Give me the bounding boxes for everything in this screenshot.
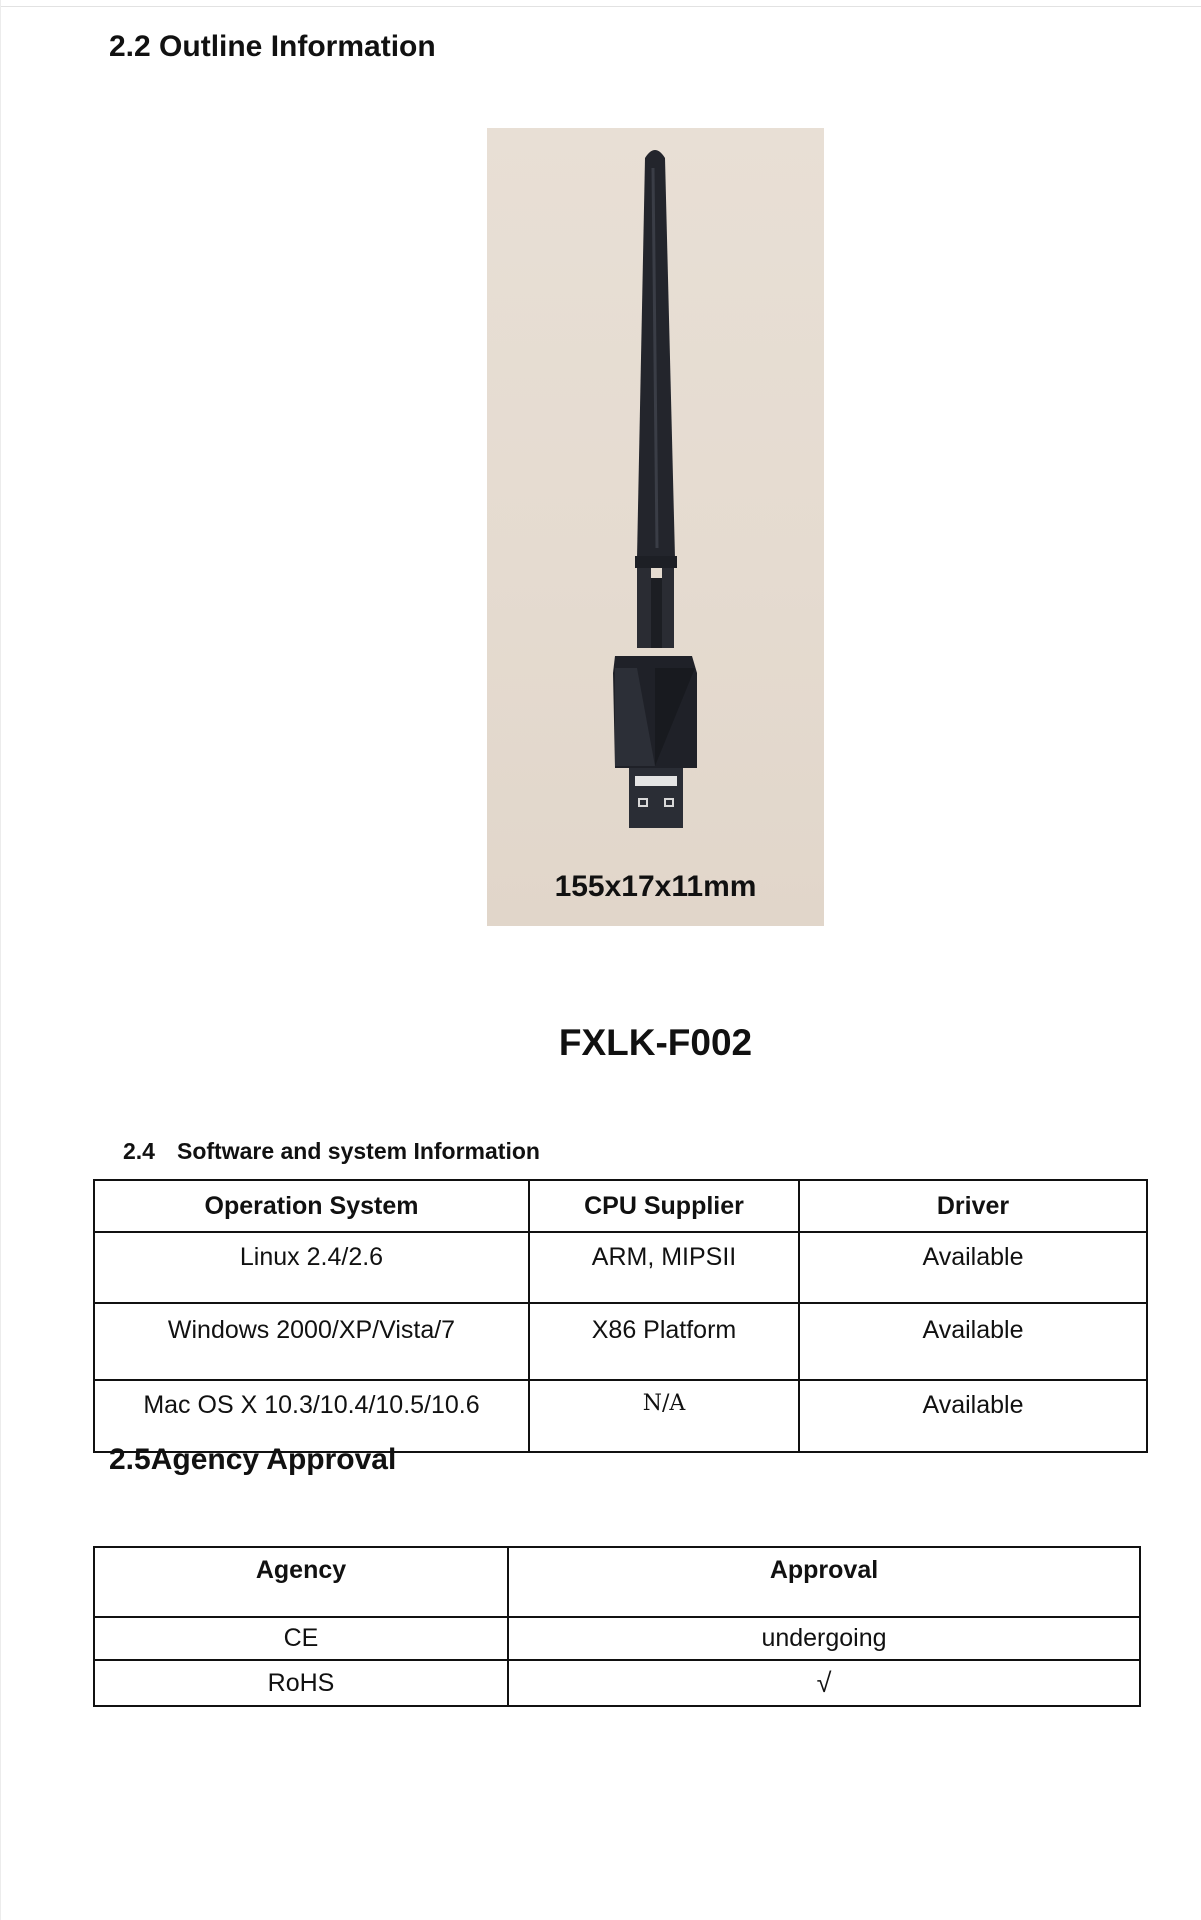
agency-table [93,1546,1141,1707]
header-operation-system: Operation System [94,1180,529,1232]
table-header-row [94,1547,1140,1617]
section-title-outline: 2.2 Outline Information [109,30,436,63]
cell-os: Mac OS X 10.3/10.4/10.5/10.6 [94,1380,529,1452]
header-agency: Agency [94,1547,508,1617]
table-row [94,1303,1147,1380]
table-row [94,1380,1147,1452]
section-number: 2.4 [123,1138,155,1164]
section-title-software [123,1138,540,1165]
cell-approval-check-icon: √ [508,1660,1140,1706]
cell-os: Linux 2.4/2.6 [94,1232,529,1303]
cell-cpu: X86 Platform [529,1303,799,1380]
product-dimensions: 155x17x11mm [554,870,757,903]
table-row [94,1617,1140,1660]
table-row [94,1232,1147,1303]
cell-driver: Available [799,1232,1147,1303]
left-edge-divider [0,0,1,1920]
header-approval: Approval [508,1547,1140,1617]
cell-cpu: ARM, MIPSII [529,1232,799,1303]
usb-wifi-antenna-image [487,128,824,926]
software-table [93,1179,1148,1453]
cell-approval: undergoing [508,1617,1140,1660]
model-name: FXLK-F002 [558,1022,753,1063]
cell-driver: Available [799,1303,1147,1380]
header-cpu-supplier: CPU Supplier [529,1180,799,1232]
table-row [94,1660,1140,1706]
header-driver: Driver [799,1180,1147,1232]
table-header-row [94,1180,1147,1232]
section-title-text: Software and system Information [176,1138,540,1164]
cell-os: Windows 2000/XP/Vista/7 [94,1303,529,1380]
section-title-agency: 2.5Agency Approval [109,1443,397,1476]
cell-cpu: N/A [529,1380,799,1452]
top-divider [0,6,1201,7]
cell-agency: CE [94,1617,508,1660]
cell-driver: Available [799,1380,1147,1452]
product-photo [487,128,824,926]
cell-agency: RoHS [94,1660,508,1706]
